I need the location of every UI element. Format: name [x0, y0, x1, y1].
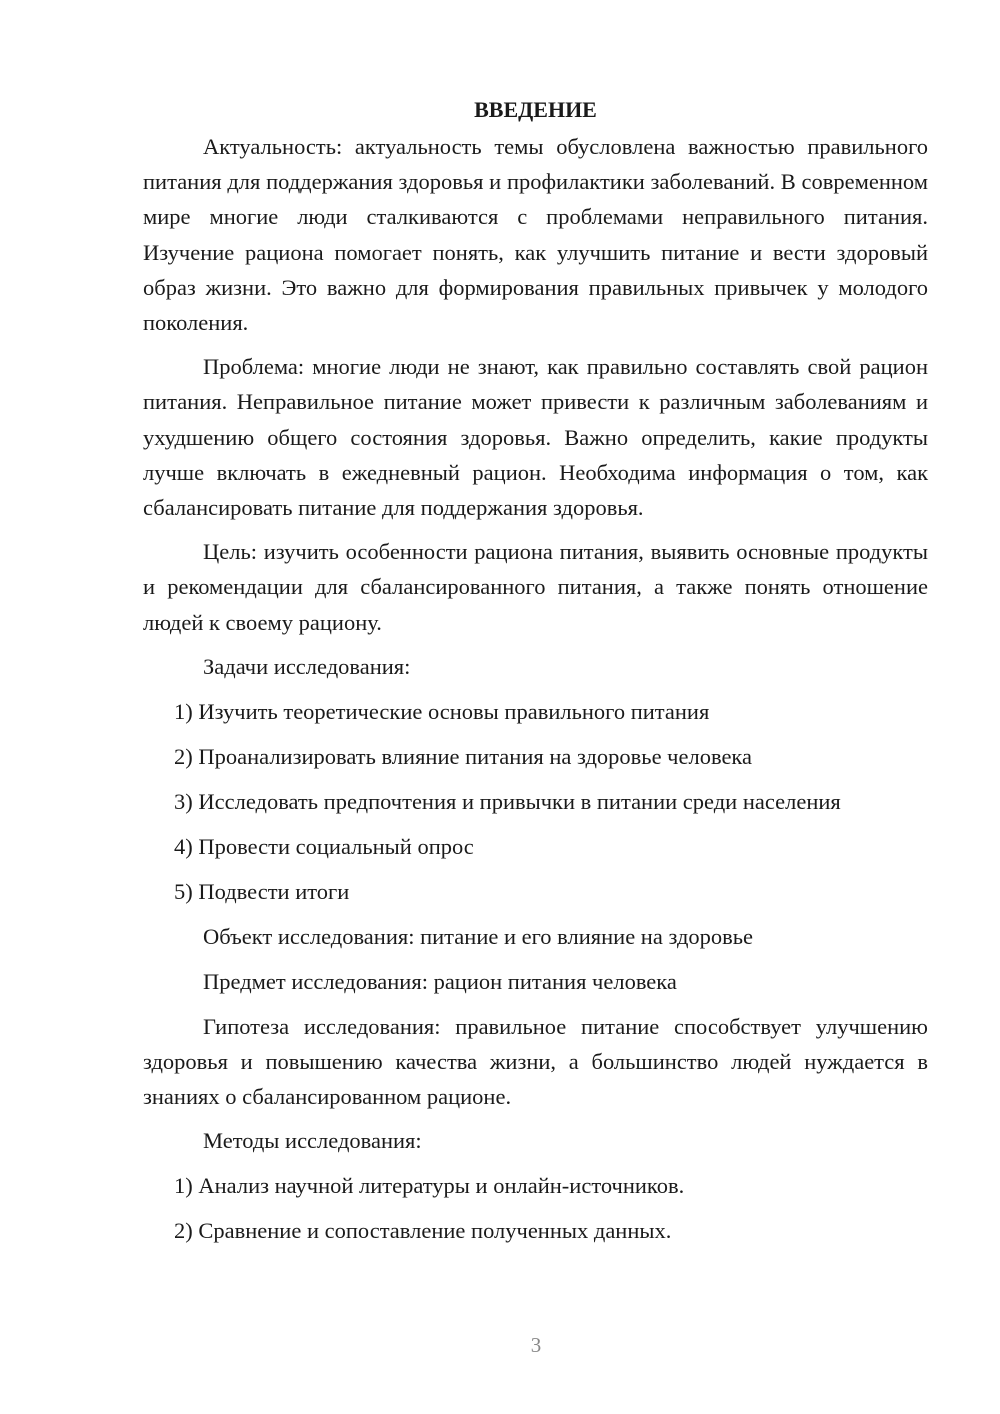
methods-heading: Методы исследования:	[203, 1128, 422, 1154]
research-subject: Предмет исследования: рацион питания человека	[203, 968, 677, 994]
method-item: 1) Анализ научной литературы и онлайн-источников.	[174, 1173, 685, 1199]
method-item: 2) Сравнение и сопоставление полученных данных.	[174, 1218, 672, 1244]
task-item: 3) Исследовать предпочтения и привычки в питании среди населения	[174, 788, 841, 814]
goal-paragraph: Цель: изучить особенности рациона питания, выявить основные продукты и рекомендации для сбалансированного питания, а также понять отношение людей к своему рациону.	[143, 539, 928, 635]
task-item: 2) Проанализировать влияние питания на здоровье человека	[174, 743, 753, 769]
problem-paragraph: Проблема: многие люди не знают, как правильно составлять свой рацион питания. Неправильное питание может привести к различным заболеваниям и ухудшению общего состояния здоровья. Важно определить, какие продукты лучше включать в ежедневный рацион. Необходима информация о том, как сбалансировать питание для поддержания здоровья.	[143, 354, 928, 521]
page-number: 3	[530, 1333, 542, 1357]
document-title: ВВЕДЕНИЕ	[474, 97, 597, 122]
hypothesis-paragraph: Гипотеза исследования: правильное питание способствует улучшению здоровья и повышению качества жизни, а большинство людей нуждается в знаниях о сбалансированном рационе.	[143, 1013, 928, 1110]
task-item: 1) Изучить теоретические основы правильного питания	[174, 698, 710, 724]
tasks-heading: Задачи исследования:	[203, 653, 411, 679]
research-object: Объект исследования: питание и его влияние на здоровье	[203, 923, 754, 949]
relevance-paragraph: Актуальность: актуальность темы обусловлена важностью правильного питания для поддержания здоровья и профилактики заболеваний. В современном мире многие люди сталкиваются с проблемами неправильного питания. Изучение рациона помогает понять, как улучшить питание и вести здоровый образ жизни. Это важно для формирования правильных привычек у молодого поколения.	[143, 134, 928, 336]
task-item: 4) Провести социальный опрос	[174, 833, 474, 859]
task-item: 5) Подвести итоги	[174, 878, 350, 904]
document-page	[143, 92, 928, 1258]
